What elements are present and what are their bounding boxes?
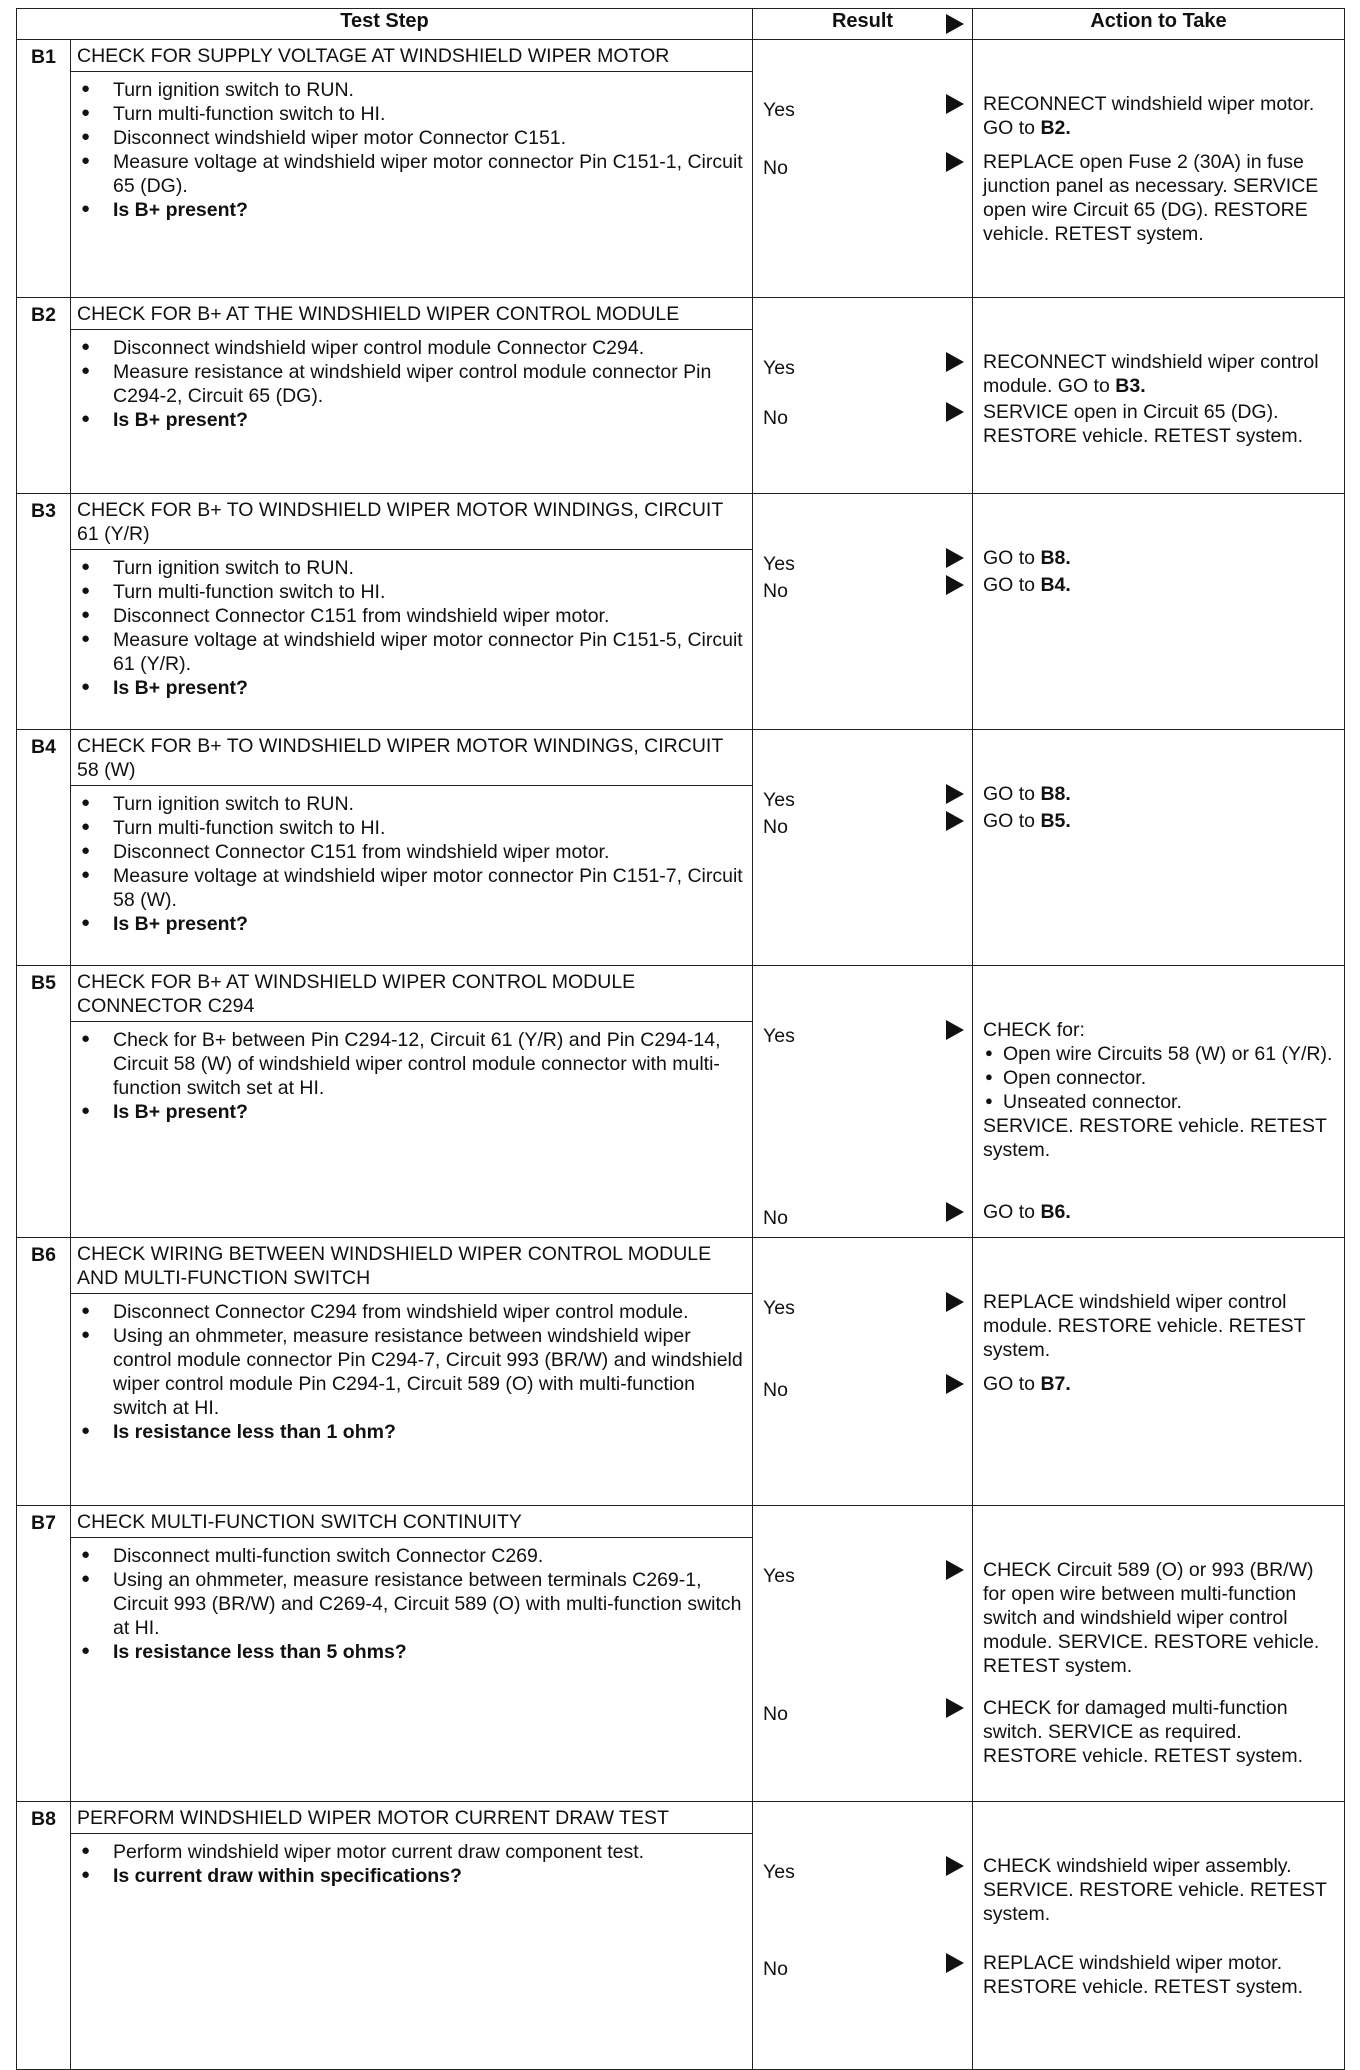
goto-period: . [1140, 375, 1146, 397]
step-id: B8 [17, 1802, 71, 2070]
step-bullet: ● Turn ignition switch to RUN. [113, 556, 746, 580]
arrow-right-icon [946, 14, 964, 34]
action-followup: SERVICE. RESTORE vehicle. RETEST system. [983, 1115, 1327, 1161]
step-bullet: ● Measure voltage at windshield wiper motor connector Pin C151-1, Circuit 65 (DG). [113, 150, 746, 198]
step-content [71, 298, 753, 494]
arrow-right-icon [946, 1292, 964, 1312]
action-instruction: CHECK for: [983, 1019, 1085, 1041]
step-content [71, 494, 753, 730]
goto-step: B8 [1040, 547, 1066, 569]
arrow-right-icon [946, 548, 964, 568]
step-title: CHECK FOR SUPPLY VOLTAGE AT WINDSHIELD WIPER MOTOR [70, 40, 752, 72]
action-text [983, 573, 1338, 597]
diagnostic-table-page [16, 8, 1344, 2070]
step-title: CHECK FOR B+ AT WINDSHIELD WIPER CONTROL MODULE CONNECTOR C294 [70, 966, 752, 1022]
step-title: CHECK WIRING BETWEEN WINDSHIELD WIPER CONTROL MODULE AND MULTI-FUNCTION SWITCH [70, 1238, 752, 1294]
arrow-right-icon [946, 1953, 964, 1973]
result-cell [753, 494, 973, 730]
result-label-yes: Yes [763, 99, 795, 121]
step-bullet: ● Is B+ present? [113, 912, 746, 936]
step-title: CHECK MULTI-FUNCTION SWITCH CONTINUITY [70, 1506, 752, 1538]
goto-period: . [1065, 547, 1071, 569]
action-text [983, 1854, 1338, 1926]
step-bullet: ● Perform windshield wiper motor current draw component test. [113, 1840, 746, 1864]
arrow-right-icon [946, 1202, 964, 1222]
action-check-item: ● Open connector. [1003, 1066, 1338, 1090]
action-cell [973, 1802, 1345, 2070]
step-title: PERFORM WINDSHIELD WIPER MOTOR CURRENT DRAW TEST [70, 1802, 752, 1834]
step-bullet: ● Disconnect Connector C151 from windshield wiper motor. [113, 840, 746, 864]
arrow-right-icon [946, 94, 964, 114]
step-bullet-list [71, 1300, 752, 1444]
action-instruction: REPLACE windshield wiper motor. RESTORE vehicle. RETEST system. [983, 1952, 1304, 1998]
step-bullet: ● Is current draw within specifications? [113, 1864, 746, 1888]
action-instruction: SERVICE open in Circuit 65 (DG). RESTORE vehicle. RETEST system. [983, 401, 1304, 447]
action-instruction: GO to [983, 783, 1041, 805]
step-bullet: ● Disconnect multi-function switch Connector C269. [113, 1544, 746, 1568]
step-bullet-list [71, 1544, 752, 1664]
result-label-yes: Yes [763, 1025, 795, 1047]
result-cell [753, 1238, 973, 1506]
result-label-no: No [763, 580, 788, 602]
action-cell [973, 1238, 1345, 1506]
step-title: CHECK FOR B+ TO WINDSHIELD WIPER MOTOR WINDINGS, CIRCUIT 61 (Y/R) [70, 494, 752, 550]
action-instruction: CHECK windshield wiper assembly. SERVICE. RESTORE vehicle. RETEST system. [983, 1855, 1327, 1925]
step-row-b3 [17, 494, 1345, 730]
action-text [983, 1951, 1338, 1999]
result-label-no: No [763, 1379, 788, 1401]
header-action: Action to Take [973, 9, 1345, 40]
step-bullet: ● Disconnect Connector C151 from windshield wiper motor. [113, 604, 746, 628]
step-bullet: ● Is B+ present? [113, 408, 746, 432]
step-bullet: ● Is B+ present? [113, 676, 746, 700]
header-result [753, 9, 973, 40]
step-content [71, 40, 753, 298]
goto-step: B5 [1040, 810, 1066, 832]
result-label-no: No [763, 157, 788, 179]
action-instruction: GO to [983, 574, 1041, 596]
result-cell [753, 298, 973, 494]
goto-step: B8 [1040, 783, 1066, 805]
result-label-no: No [763, 407, 788, 429]
step-bullet: ● Turn multi-function switch to HI. [113, 102, 746, 126]
step-bullet: ● Turn multi-function switch to HI. [113, 580, 746, 604]
action-text [983, 546, 1338, 570]
step-id: B6 [17, 1238, 71, 1506]
action-cell [973, 298, 1345, 494]
arrow-right-icon [946, 1020, 964, 1040]
action-instruction: REPLACE open Fuse 2 (30A) in fuse junction panel as necessary. SERVICE open wire Circuit 65 (DG). RESTORE vehicle. RETEST system. [983, 151, 1319, 245]
action-text [983, 1558, 1338, 1678]
result-cell [753, 1506, 973, 1802]
action-text [983, 1200, 1338, 1224]
goto-step: B2 [1040, 117, 1066, 139]
step-title: CHECK FOR B+ TO WINDSHIELD WIPER MOTOR WINDINGS, CIRCUIT 58 (W) [70, 730, 752, 786]
action-instruction: RECONNECT windshield wiper motor. GO to [983, 93, 1315, 139]
goto-period: . [1065, 810, 1071, 832]
action-text [983, 1372, 1338, 1396]
action-text [983, 1018, 1338, 1162]
step-bullet: ● Measure voltage at windshield wiper motor connector Pin C151-7, Circuit 58 (W). [113, 864, 746, 912]
result-cell [753, 730, 973, 966]
goto-step: B6 [1040, 1201, 1066, 1223]
step-content [71, 1802, 753, 2070]
arrow-right-icon [946, 575, 964, 595]
goto-period: . [1065, 117, 1071, 139]
step-bullet: ● Is B+ present? [113, 1100, 746, 1124]
step-bullet-list [71, 792, 752, 936]
action-text [983, 350, 1338, 398]
step-id: B4 [17, 730, 71, 966]
step-id: B7 [17, 1506, 71, 1802]
result-label-yes: Yes [763, 357, 795, 379]
step-bullet: ● Is B+ present? [113, 198, 746, 222]
step-bullet: ● Check for B+ between Pin C294-12, Circuit 61 (Y/R) and Pin C294-14, Circuit 58 (W) of windshield wiper control module connector with multi-function switch set at HI. [113, 1028, 746, 1100]
goto-period: . [1065, 574, 1071, 596]
step-row-b5 [17, 966, 1345, 1238]
action-instruction: GO to [983, 1373, 1041, 1395]
goto-period: . [1065, 1201, 1071, 1223]
result-label-no: No [763, 1703, 788, 1725]
result-cell [753, 40, 973, 298]
result-label-yes: Yes [763, 553, 795, 575]
step-row-b1 [17, 40, 1345, 298]
step-id: B1 [17, 40, 71, 298]
action-instruction: CHECK Circuit 589 (O) or 993 (BR/W) for open wire between multi-function switch and windshield wiper control module. SERVICE. RESTORE vehicle. RETEST system. [983, 1559, 1320, 1677]
action-text [983, 1290, 1338, 1362]
step-bullet: ● Turn ignition switch to RUN. [113, 78, 746, 102]
arrow-right-icon [946, 811, 964, 831]
step-content [71, 1238, 753, 1506]
diagnostic-table [16, 8, 1345, 2070]
step-bullet: ● Using an ohmmeter, measure resistance between windshield wiper control module connector Pin C294-7, Circuit 993 (BR/W) and windshield wiper control module Pin C294-1, Circuit 589 (O) with multi-function switch at HI. [113, 1324, 746, 1420]
step-content [71, 1506, 753, 1802]
step-content [71, 730, 753, 966]
step-bullet: ● Turn ignition switch to RUN. [113, 792, 746, 816]
action-text [983, 782, 1338, 806]
step-bullet-list [71, 78, 752, 222]
result-label-yes: Yes [763, 1565, 795, 1587]
action-check-list [983, 1042, 1338, 1114]
goto-period: . [1065, 783, 1071, 805]
step-bullet-list [71, 336, 752, 432]
step-bullet: ● Measure voltage at windshield wiper motor connector Pin C151-5, Circuit 61 (Y/R). [113, 628, 746, 676]
step-content [71, 966, 753, 1238]
action-text [983, 400, 1338, 448]
step-row-b2 [17, 298, 1345, 494]
arrow-right-icon [946, 1698, 964, 1718]
result-cell [753, 966, 973, 1238]
action-cell [973, 966, 1345, 1238]
step-row-b8 [17, 1802, 1345, 2070]
header-row [17, 9, 1345, 40]
step-row-b6 [17, 1238, 1345, 1506]
step-bullet-list [71, 556, 752, 700]
result-cell [753, 1802, 973, 2070]
action-instruction: GO to [983, 810, 1041, 832]
result-label-yes: Yes [763, 789, 795, 811]
arrow-right-icon [946, 784, 964, 804]
result-label-yes: Yes [763, 1861, 795, 1883]
result-label-no: No [763, 816, 788, 838]
step-bullet: ● Measure resistance at windshield wiper control module connector Pin C294-2, Circuit 65 (DG). [113, 360, 746, 408]
action-cell [973, 730, 1345, 966]
step-bullet: ● Disconnect windshield wiper motor Connector C151. [113, 126, 746, 150]
action-instruction: REPLACE windshield wiper control module. RESTORE vehicle. RETEST system. [983, 1291, 1306, 1361]
action-instruction: GO to [983, 1201, 1041, 1223]
action-instruction: CHECK for damaged multi-function switch. SERVICE as required. RESTORE vehicle. RETEST system. [983, 1697, 1304, 1767]
step-bullet-list [71, 1028, 752, 1124]
step-row-b7 [17, 1506, 1345, 1802]
arrow-right-icon [946, 1856, 964, 1876]
goto-step: B4 [1040, 574, 1066, 596]
step-title: CHECK FOR B+ AT THE WINDSHIELD WIPER CONTROL MODULE [70, 298, 752, 330]
arrow-right-icon [946, 1374, 964, 1394]
step-row-b4 [17, 730, 1345, 966]
action-instruction: RECONNECT windshield wiper control module. GO to [983, 351, 1319, 397]
goto-step: B3 [1115, 375, 1141, 397]
action-cell [973, 40, 1345, 298]
action-check-item: ● Unseated connector. [1003, 1090, 1338, 1114]
step-id: B2 [17, 298, 71, 494]
step-bullet-list [71, 1840, 752, 1888]
action-cell [973, 494, 1345, 730]
step-id: B3 [17, 494, 71, 730]
goto-step: B7 [1040, 1373, 1066, 1395]
result-label-no: No [763, 1207, 788, 1229]
step-bullet: ● Disconnect Connector C294 from windshield wiper control module. [113, 1300, 746, 1324]
action-text [983, 1696, 1338, 1768]
arrow-right-icon [946, 152, 964, 172]
action-text [983, 92, 1338, 140]
step-bullet: ● Is resistance less than 1 ohm? [113, 1420, 746, 1444]
step-bullet: ● Disconnect windshield wiper control module Connector C294. [113, 336, 746, 360]
goto-period: . [1065, 1373, 1071, 1395]
step-bullet: ● Using an ohmmeter, measure resistance between terminals C269-1, Circuit 993 (BR/W) and C269-4, Circuit 589 (O) with multi-function switch at HI. [113, 1568, 746, 1640]
result-label-no: No [763, 1958, 788, 1980]
action-cell [973, 1506, 1345, 1802]
action-text [983, 150, 1338, 246]
header-result-label: Result [831, 10, 894, 32]
arrow-right-icon [946, 402, 964, 422]
action-instruction: GO to [983, 547, 1041, 569]
arrow-right-icon [946, 352, 964, 372]
step-bullet: ● Is resistance less than 5 ohms? [113, 1640, 746, 1664]
result-label-yes: Yes [763, 1297, 795, 1319]
action-check-item: ● Open wire Circuits 58 (W) or 61 (Y/R). [1003, 1042, 1338, 1066]
step-bullet: ● Turn multi-function switch to HI. [113, 816, 746, 840]
arrow-right-icon [946, 1560, 964, 1580]
header-test-step: Test Step [17, 9, 753, 40]
action-text [983, 809, 1338, 833]
step-id: B5 [17, 966, 71, 1238]
